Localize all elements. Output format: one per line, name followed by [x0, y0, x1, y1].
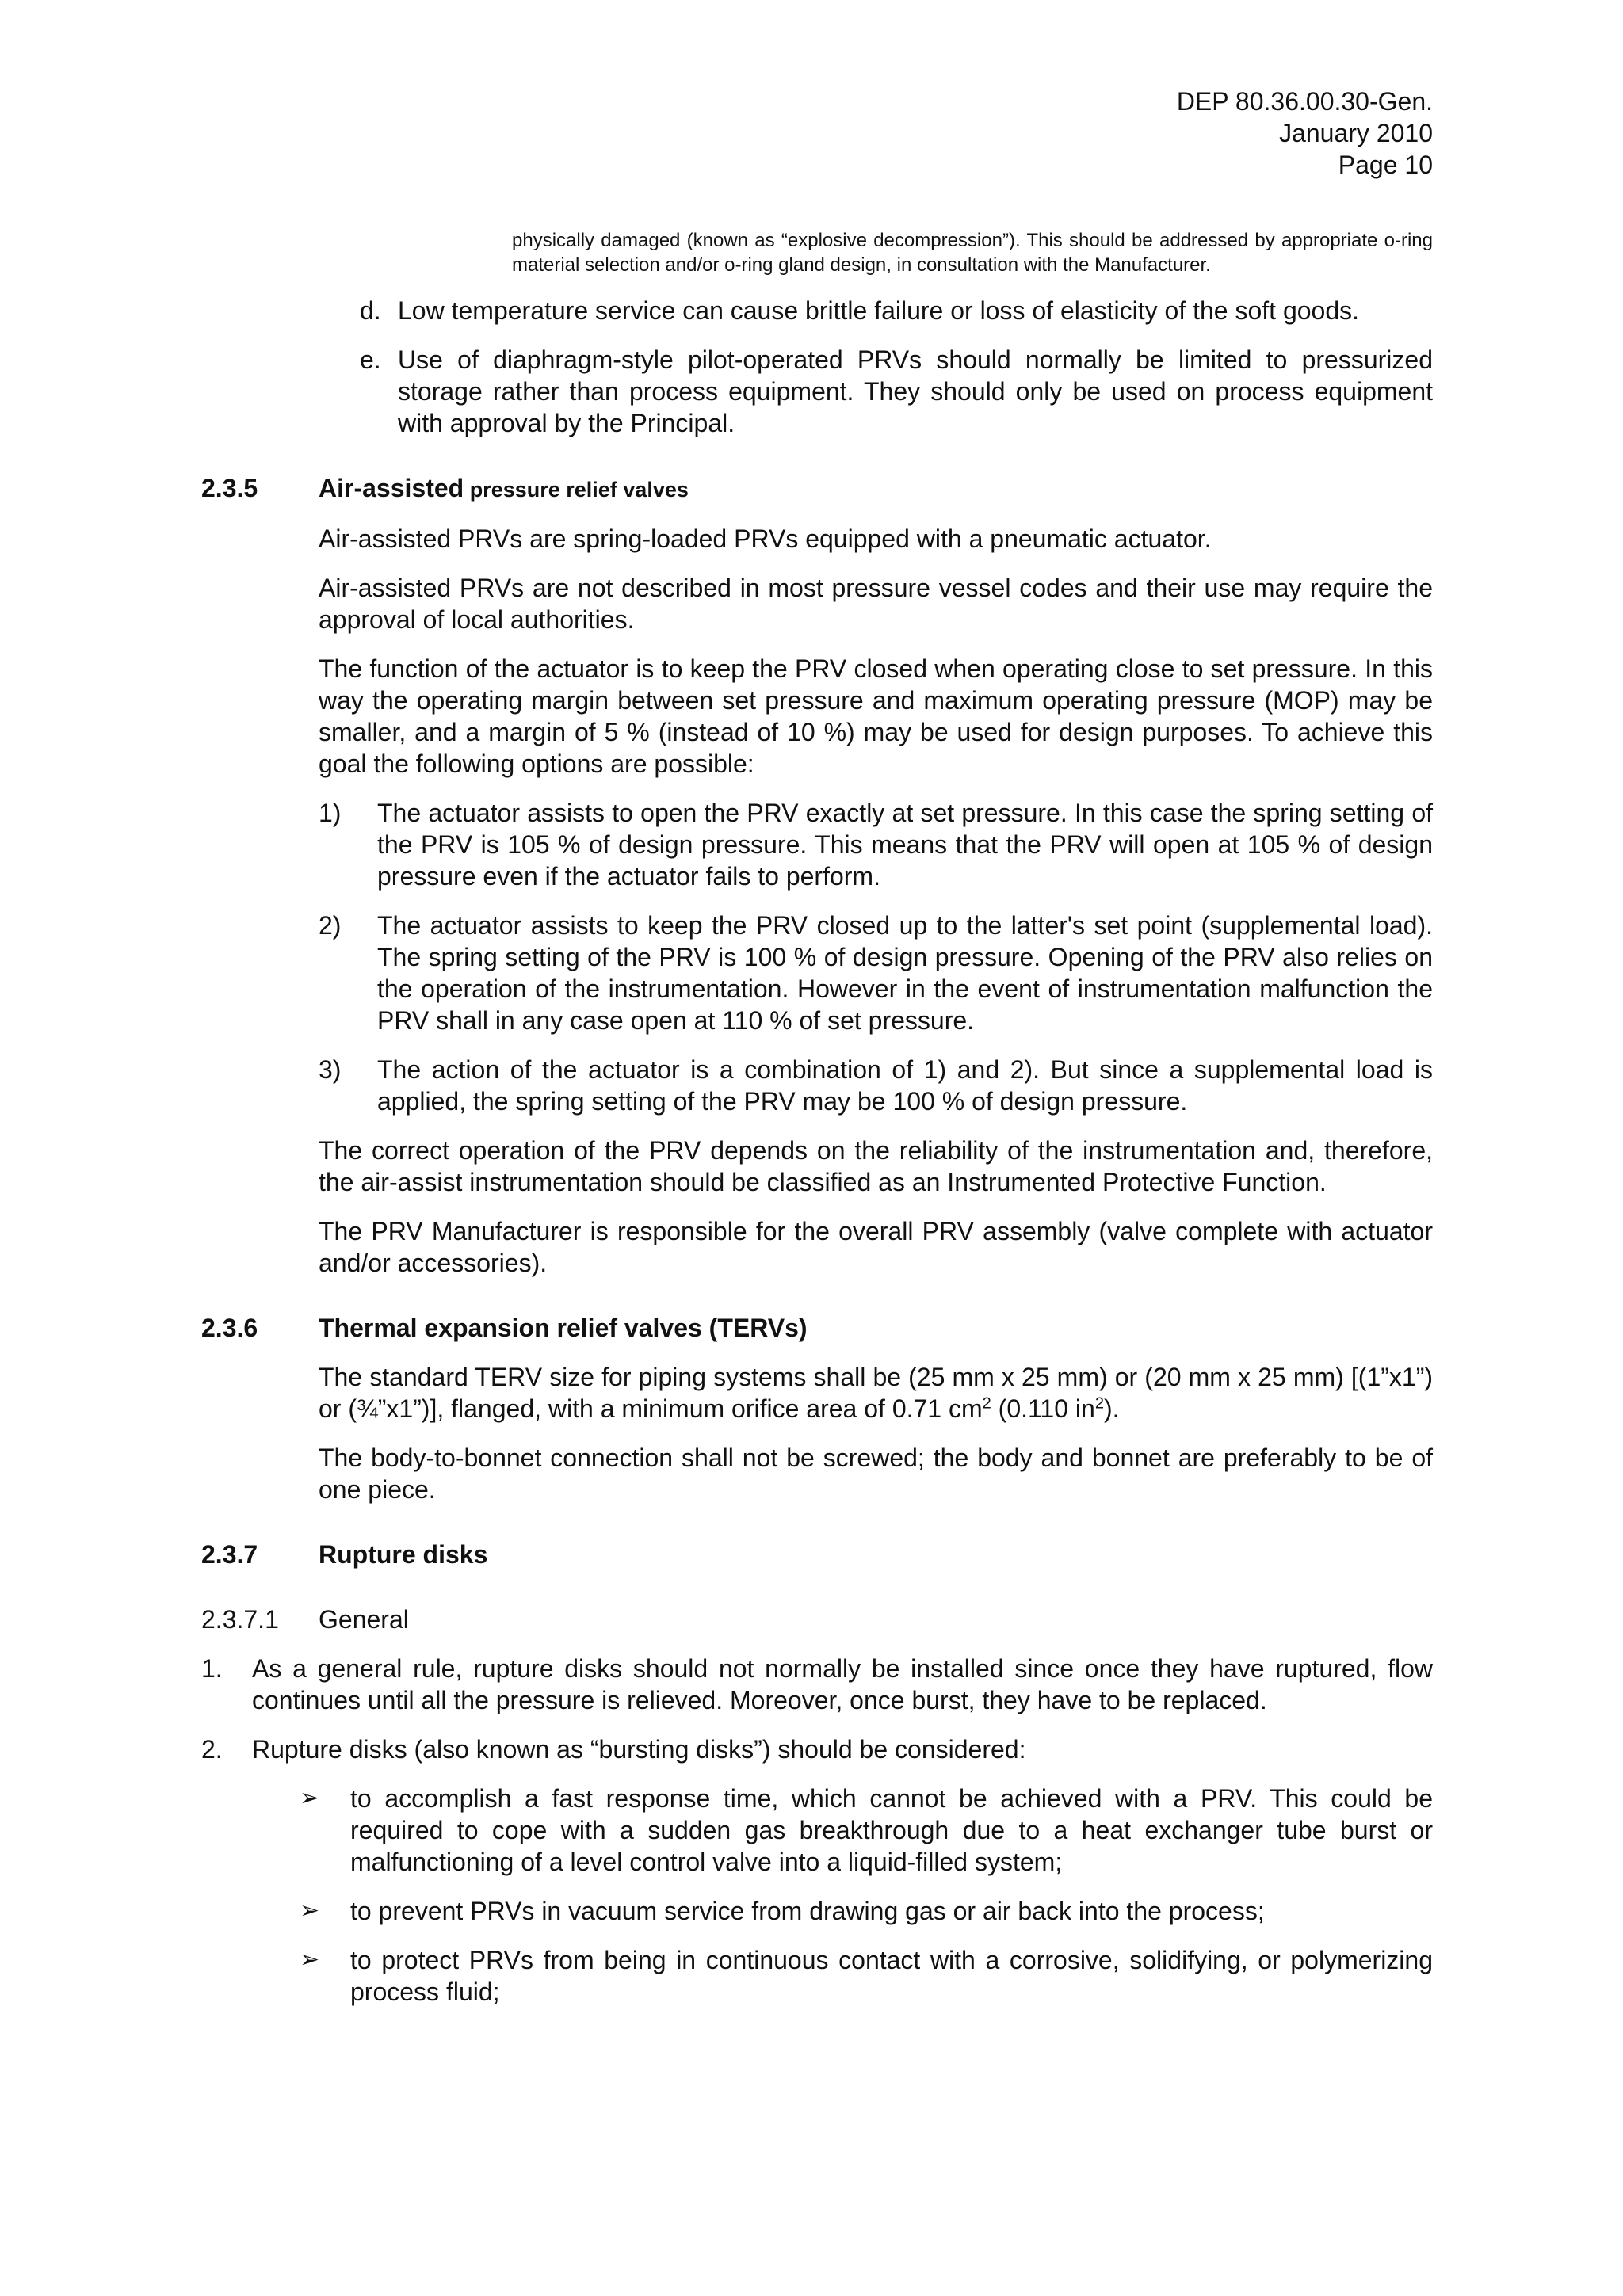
list-item — [201, 1733, 1433, 1765]
paragraph: Air-assisted PRVs are not described in most pressure vessel codes and their use may require the approval of local authorities. — [319, 574, 1433, 634]
text-run: (0.110 in — [991, 1394, 1095, 1423]
document-id: DEP 80.36.00.30-Gen. — [1176, 87, 1433, 116]
text-run: ). — [1103, 1394, 1120, 1423]
list-item — [201, 1653, 1433, 1716]
continued-note: physically damaged (known as “explosive decompression”). This should be addressed by appropriate o-ring material selection and/or o-ring gland design, in consultation with the Manufacturer. — [512, 230, 1433, 276]
list-marker: 1) — [319, 799, 342, 827]
section-title — [319, 472, 689, 505]
arrow-bullet-icon: ➢ — [300, 1947, 320, 1973]
list-text: As a general rule, rupture disks should not normally be installed since once they have ruptured, flow continues until all the pressure is relieved. Moreover, once burst, they have to be replaced. — [252, 1654, 1433, 1714]
superscript: 2 — [1094, 1394, 1104, 1413]
list-text: Low temperature service can cause brittle failure or loss of elasticity of the soft goods. — [398, 296, 1360, 325]
bullet-item — [300, 1783, 1433, 1878]
paragraph: The correct operation of the PRV depends on the reliability of the instrumentation and, therefore, the air-assist instrumentation should be classified as an Instrumented Protective Function. — [319, 1136, 1433, 1196]
list-item — [319, 797, 1433, 892]
list-item — [360, 344, 1433, 439]
subsection-title: General — [319, 1605, 409, 1634]
section-title-small: pressure relief valves — [464, 478, 689, 502]
subsection-number: 2.3.7.1 — [201, 1605, 279, 1634]
list-marker: 2. — [201, 1735, 223, 1764]
section-heading-2-3-7 — [201, 1539, 1433, 1570]
list-marker: 1. — [201, 1654, 223, 1683]
subsection-heading-2-3-7-1 — [201, 1604, 1433, 1635]
paragraph: The function of the actuator is to keep the PRV closed when operating close to set pressure. In this way the operating margin between set pressure and maximum operating pressure (MOP) may be smaller, and a margin of 5 % (instead of 10 %) may be used for design purposes. To achieve this goal the following options are possible: — [319, 654, 1433, 778]
paragraph — [319, 1361, 1433, 1425]
arrow-bullet-icon: ➢ — [300, 1897, 320, 1924]
bullet-text: to protect PRVs from being in continuous contact with a corrosive, solidifying, or polymerizing process fluid; — [350, 1946, 1433, 2006]
page-header — [1177, 86, 1433, 181]
page-body — [201, 228, 1433, 2008]
list-marker: e. — [360, 345, 381, 374]
section-heading-2-3-6 — [201, 1312, 1433, 1344]
list-marker: d. — [360, 296, 381, 325]
list-text: Rupture disks (also known as “bursting disks”) should be considered: — [252, 1735, 1026, 1764]
section-heading-2-3-5 — [201, 472, 1433, 505]
section-title: Rupture disks — [319, 1540, 488, 1569]
bullet-text: to accomplish a fast response time, which cannot be achieved with a PRV. This could be required to cope with a sudden gas breakthrough due to a heat exchanger tube burst or malfunctioning of a level control valve into a liquid-filled system; — [350, 1784, 1433, 1876]
list-item — [319, 1054, 1433, 1117]
list-text: The action of the actuator is a combination of 1) and 2). But since a supplemental load is applied, the spring setting of the PRV may be 100 % of design pressure. — [377, 1055, 1433, 1116]
bullet-item — [300, 1944, 1433, 2008]
paragraph: The body-to-bonnet connection shall not be screwed; the body and bonnet are preferably to be of one piece. — [319, 1444, 1433, 1504]
list-text: Use of diaphragm-style pilot-operated PRVs should normally be limited to pressurized storage rather than process equipment. They should only be used on process equipment with approval by the Principal. — [398, 345, 1433, 437]
list-item — [319, 910, 1433, 1036]
page-number: Page 10 — [1338, 151, 1433, 179]
bullet-text: to prevent PRVs in vacuum service from drawing gas or air back into the process; — [350, 1897, 1265, 1925]
superscript: 2 — [982, 1394, 991, 1413]
text-run: The standard TERV size for piping systems shall be (25 mm x 25 mm) or (20 mm x 25 mm) [(1”x1”) or (¾”x1”)], flanged, with a minimum orifice area of 0.71 cm — [319, 1363, 1433, 1423]
list-text: The actuator assists to open the PRV exactly at set pressure. In this case the spring setting of the PRV is 105 % of design pressure. This means that the PRV will open at 105 % of design pressure even if the actuator fails to perform. — [377, 799, 1433, 891]
document-date: January 2010 — [1279, 119, 1433, 147]
bullet-item — [300, 1895, 1433, 1927]
section-title-main: Air-assisted — [319, 474, 464, 502]
list-text: The actuator assists to keep the PRV closed up to the latter's set point (supplemental load). The spring setting of the PRV is 100 % of design pressure. Opening of the PRV also relies on the operation of the instrumentation. However in the event of instrumentation malfunction the PRV shall in any case open at 110 % of set pressure. — [377, 911, 1433, 1035]
paragraph: The PRV Manufacturer is responsible for the overall PRV assembly (valve complete with actuator and/or accessories). — [319, 1217, 1433, 1277]
list-item — [360, 295, 1433, 326]
section-number: 2.3.5 — [201, 474, 258, 502]
list-marker: 3) — [319, 1055, 342, 1084]
section-title: Thermal expansion relief valves (TERVs) — [319, 1314, 808, 1342]
arrow-bullet-icon: ➢ — [300, 1785, 320, 1811]
section-number: 2.3.7 — [201, 1540, 258, 1569]
list-marker: 2) — [319, 911, 342, 940]
paragraph: Air-assisted PRVs are spring-loaded PRVs equipped with a pneumatic actuator. — [319, 524, 1212, 553]
section-number: 2.3.6 — [201, 1314, 258, 1342]
